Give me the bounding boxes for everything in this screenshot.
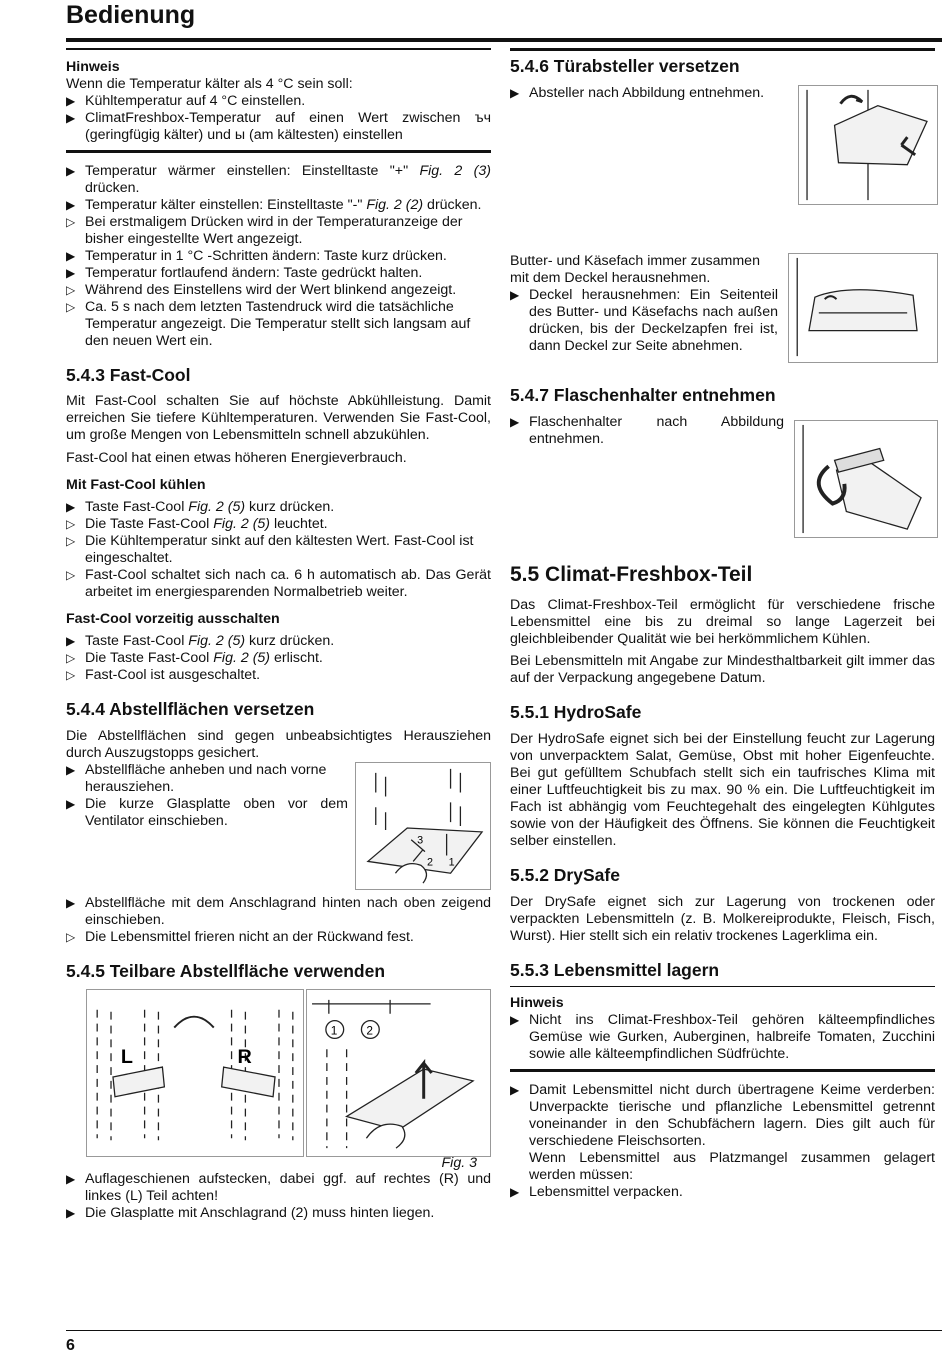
shelf-instructions-2 (66, 895, 491, 946)
paragraph: Die Abstellflächen sind gegen unbeabsichtigtes Herausziehen durch Auszugstopps gesichert. (66, 728, 491, 761)
bottle-holder-illustration (794, 420, 938, 538)
figure-reference: Fig. 2 (2) (366, 197, 424, 213)
figure-reference: Fig. 2 (5) (213, 516, 271, 532)
action-arrow-icon: ▶ (66, 500, 76, 514)
action-arrow-icon: ▶ (66, 94, 76, 108)
list-item: ▷ Fast-Cool schaltet sich nach ca. 6 h automatisch ab. Das Gerät arbeitet im energiesparenden Normalbetrieb weiter. (66, 567, 491, 600)
list-item: ▷ Die Lebensmittel frieren nicht an der Rückwand fest. (66, 929, 414, 945)
list-item: ▶ Nicht ins Climat-Freshbox-Teil gehören kälteempfindliches Gemüse wie Gurken, Auberginen, halbreife Tomaten, Zucchini sowie alle kälteempfindlichen Südfrüchte. (510, 1012, 935, 1062)
list-item: ▶ Absteller nach Abbildung entnehmen. (510, 85, 765, 101)
action-arrow-icon: ▶ (510, 1083, 520, 1097)
list-item: ▷ Während des Einstellens wird der Wert blinkend angezeigt. (66, 282, 457, 298)
hinweis-title: Hinweis (510, 995, 564, 1011)
list-item: ▶ Flaschenhalter nach Abbildung entnehmen. (510, 414, 784, 447)
result-arrow-icon: ▷ (66, 517, 76, 531)
page-number: 6 (66, 1337, 75, 1354)
result-arrow-icon: ▷ (66, 283, 76, 297)
action-arrow-icon: ▶ (66, 249, 76, 263)
figure-reference: Fig. 2 (5) (188, 499, 246, 515)
paragraph: Der HydroSafe eignet sich bei der Einstellung feucht zur Lagerung von unverpacktem Salat, Gemüse, Obst mit hoher Eigenfeuchte. Bei gut gefülltem Schubfach stellt sich ein taufrisches Klima mit einer Luftfeuchtigkeit bis zu max. 90 % ein. Die Luftfeuchtigkeit im Fach ist abhängig vom Feuchtegehalt des eingelegten Kühlgutes sowie von der Häufigkeit des Öffnens. Sie können die Feuchtigkeit selber einstellen. (510, 731, 935, 849)
list-item: ▶ ClimatFreshbox-Temperatur auf einen Wert zwischen ъч (geringfügig kälter) und ы (am kältesten) einstellen (66, 110, 491, 143)
paragraph: Der DrySafe eignet sich zur Lagerung von trockenen oder verpackten Lebensmitteln (z. B. Molkereiprodukte, Fleisch, Fisch, Wurst). Hier stellt sich ein relativ trockenes Lagerklima ein. (510, 894, 935, 944)
list-item: ▷ Die Kühltemperatur sinkt auf den kältesten Wert. Fast-Cool ist eingeschaltet. (66, 533, 474, 566)
page-title: Bedienung (66, 1, 196, 29)
shelf-drawing (356, 763, 490, 889)
action-arrow-icon: ▶ (66, 763, 76, 777)
section-heading: 5.5.1 HydroSafe (510, 702, 642, 722)
action-arrow-icon: ▶ (510, 1013, 520, 1027)
action-arrow-icon: ▶ (66, 1172, 76, 1186)
list-item: ▶ Abstellfläche mit dem Anschlagrand hinten nach oben zeigend einschieben. (66, 895, 491, 928)
action-arrow-icon: ▶ (66, 164, 76, 178)
figure-reference: Fig. 2 (3) (419, 163, 491, 179)
action-arrow-icon: ▶ (510, 288, 520, 302)
list-item: ▶ Deckel herausnehmen: Ein Seitenteil des Butter- und Käsefachs nach außen drücken, bis der Deckelzapfen frei ist, dann Deckel zur Seite abnehmen. (510, 287, 778, 354)
door-shelf-section (510, 48, 935, 215)
list-item: ▶ Abstellfläche anheben und nach vorne herausziehen. (66, 762, 327, 795)
list-item: ▶ Die kurze Glasplatte oben vor dem Ventilator einschieben. (66, 796, 348, 829)
list-item: ▶ Taste Fast-Cool Fig. 2 (5) kurz drücken. (66, 499, 335, 515)
split-shelf-rails-illustration (86, 989, 304, 1157)
split-shelf-glass-drawing (307, 990, 490, 1156)
action-arrow-icon: ▶ (510, 86, 520, 100)
list-item: ▶ Temperatur fortlaufend ändern: Taste gedrückt halten. (66, 265, 423, 281)
section-heading: 5.4.7 Flaschenhalter entnehmen (510, 385, 776, 405)
list-item: ▶ Temperatur kälter einstellen: Einstelltaste "-" Fig. 2 (2) drücken. (66, 197, 482, 213)
figure-reference: Fig. 2 (5) (188, 633, 246, 649)
figure-label: 1 (448, 856, 455, 869)
list-item: ▷ Bei erstmaligem Drücken wird in der Temperaturanzeige der bisher eingestellte Wert angezeigt. (66, 214, 463, 247)
list-item: ▶ Temperatur wärmer einstellen: Einstelltaste "+" Fig. 2 (3) drücken. (66, 163, 491, 196)
split-shelf-figure (66, 989, 491, 1171)
list-item: ▶ Lebensmittel verpacken. (510, 1184, 683, 1200)
split-shelf-rails-drawing (87, 990, 303, 1156)
bottle-holder-section (510, 414, 935, 562)
paragraph: Fast-Cool hat einen etwas höheren Energieverbrauch. (66, 450, 407, 466)
result-arrow-icon: ▷ (66, 651, 76, 665)
list-item: ▶ Auflageschienen aufstecken, dabei ggf. auf rechtes (R) und linkes (L) Teil achten! (66, 1171, 491, 1204)
action-arrow-icon: ▶ (66, 1206, 76, 1220)
figure-label: 2 (426, 856, 433, 869)
right-column (510, 48, 935, 1201)
action-arrow-icon: ▶ (66, 896, 76, 910)
figure-label: L (120, 1046, 133, 1069)
list-item: ▶ Temperatur in 1 °C -Schritten ändern: Taste kurz drücken. (66, 248, 447, 264)
butter-section (510, 253, 935, 388)
section-heading: 5.4.3 Fast-Cool (66, 365, 191, 385)
fastcool-off-list (66, 633, 491, 684)
action-arrow-icon: ▶ (66, 198, 76, 212)
subheading: Fast-Cool vorzeitig ausschalten (66, 611, 280, 627)
list-item: ▷ Die Taste Fast-Cool Fig. 2 (5) erlischt. (66, 650, 323, 666)
action-arrow-icon: ▶ (510, 415, 520, 429)
list-item: ▷ Die Taste Fast-Cool Fig. 2 (5) leuchtet. (66, 516, 328, 532)
door-shelf-drawing (799, 86, 937, 204)
result-arrow-icon: ▷ (66, 668, 76, 682)
split-shelf-glass-illustration (306, 989, 491, 1157)
section-heading: 5.5.2 DrySafe (510, 865, 620, 885)
bottle-holder-drawing (795, 421, 937, 537)
paragraph: Bei Lebensmitteln mit Angabe zur Mindesthaltbarkeit gilt immer das auf der Verpackung angegebene Datum. (510, 653, 935, 686)
header-rule (66, 38, 942, 42)
list-item: ▷ Ca. 5 s nach dem letzten Tastendruck wird die tatsächliche Temperatur angezeigt. Die Temperatur stellt sich langsam auf den neuen Wert ein. (66, 299, 471, 349)
action-arrow-icon: ▶ (66, 266, 76, 280)
list-item: ▶ Damit Lebensmittel nicht durch übertragene Keime verderben: Unverpackte tierische und pflanzliche Lebensmittel getrennt voneinander in den Schubfächern lagern. Dies gilt auch für verschiedene Fleischsorten. Wenn Lebensmittel aus Platzmangel zusammen gelagert werden müssen: (510, 1082, 935, 1183)
result-arrow-icon: ▷ (66, 215, 76, 229)
temperature-instructions (66, 150, 491, 350)
subheading: Mit Fast-Cool kühlen (66, 477, 206, 493)
section-heading: 5.5.3 Lebensmittel lagern (510, 960, 720, 980)
action-arrow-icon: ▶ (66, 111, 76, 125)
result-arrow-icon: ▷ (66, 568, 76, 582)
fastcool-on-list (66, 499, 491, 601)
shelf-instructions (66, 762, 491, 893)
hinweis-box (66, 48, 491, 144)
section-heading: 5.4.6 Türabsteller versetzen (510, 56, 740, 76)
figure-label: 3 (417, 834, 424, 847)
result-arrow-icon: ▷ (66, 534, 76, 548)
figure-label: 2 (366, 1023, 373, 1038)
hinweis-line: Wenn die Temperatur kälter als 4 °C sein soll: (66, 76, 353, 92)
paragraph: Butter- und Käsefach immer zusammen mit dem Deckel herausnehmen. (510, 253, 760, 286)
shelf-illustration (355, 762, 491, 890)
section-heading: 5.4.5 Teilbare Abstellfläche verwenden (66, 961, 386, 981)
figure-label: R (237, 1046, 252, 1069)
door-shelf-illustration (798, 85, 938, 205)
paragraph: Mit Fast-Cool schalten Sie auf höchste Abkühlleistung. Damit erreichen Sie tiefere Kühltemperaturen. Verwenden Sie Fast-Cool, um große Mengen von Lebensmitteln schnell abzukühlen. (66, 393, 491, 443)
left-column (66, 48, 491, 1222)
hinweis-box (510, 986, 935, 1063)
door-shelf-content (510, 85, 935, 215)
figure-reference: Fig. 2 (5) (213, 650, 271, 666)
action-arrow-icon: ▶ (510, 1185, 520, 1199)
storage-instructions (510, 1069, 935, 1201)
section-heading: 5.4.4 Abstellflächen versetzen (66, 699, 315, 719)
paragraph: Das Climat-Freshbox-Teil ermöglicht für verschiedene frische Lebensmittel eine bis zu dreimal so lange Lagerzeit bei gleichbleibender Qualität wie bei herkömmlichem Kühlen. (510, 597, 935, 647)
figure-label: 1 (330, 1023, 338, 1038)
split-shelf-instructions (66, 1171, 491, 1222)
section-heading: 5.5 Climat-Freshbox-Teil (510, 563, 753, 586)
list-item: ▶ Taste Fast-Cool Fig. 2 (5) kurz drücken. (66, 633, 335, 649)
list-item: ▶ Kühltemperatur auf 4 °C einstellen. (66, 93, 306, 109)
action-arrow-icon: ▶ (66, 634, 76, 648)
figure-caption: Fig. 3 (441, 1155, 477, 1171)
hinweis-title: Hinweis (66, 59, 120, 75)
action-arrow-icon: ▶ (66, 797, 76, 811)
list-item: ▷ Fast-Cool ist ausgeschaltet. (66, 667, 261, 683)
result-arrow-icon: ▷ (66, 300, 76, 314)
butter-compartment-drawing (789, 254, 937, 362)
footer-rule (66, 1330, 942, 1331)
result-arrow-icon: ▷ (66, 930, 76, 944)
butter-compartment-illustration (788, 253, 938, 363)
list-item: ▶ Die Glasplatte mit Anschlagrand (2) muss hinten liegen. (66, 1205, 435, 1221)
